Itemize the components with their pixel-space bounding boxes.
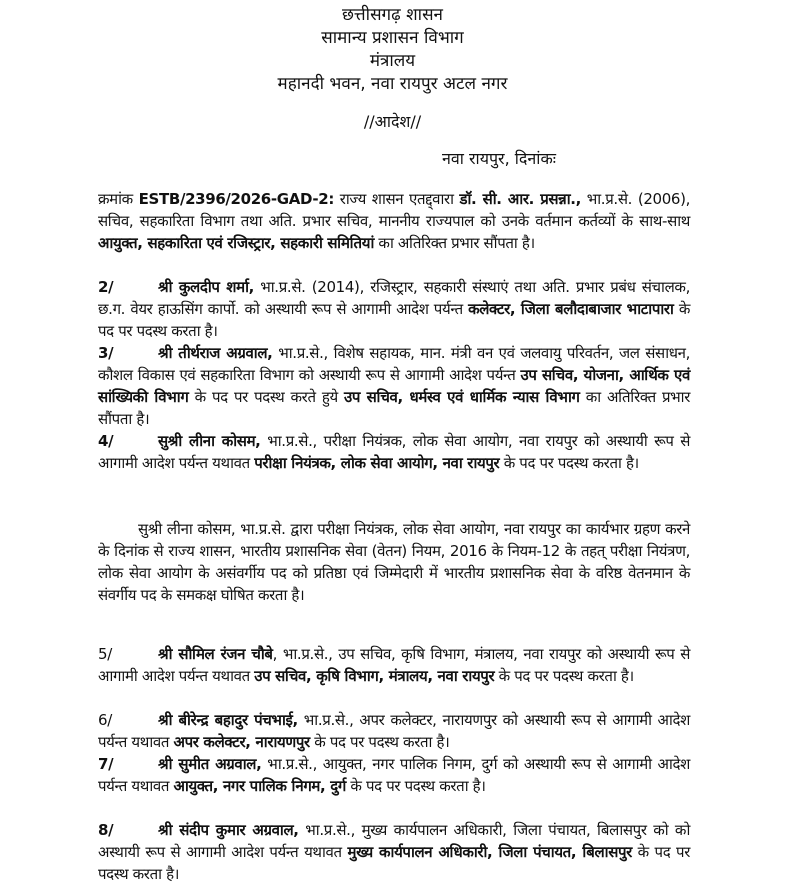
paragraph-text: के पद पर पदस्थ करता है। [98, 843, 690, 883]
paragraph-text: राज्य शासन एतद्द्वारा [333, 190, 460, 208]
order-title: //आदेश// [363, 112, 422, 131]
header-department: सामान्य प्रशासन विभाग [321, 28, 464, 48]
officer-name: श्री तीर्थराज अग्रवाल, [158, 344, 273, 362]
paragraph-number: 4/ [98, 432, 114, 450]
posting: आयुक्त, नगर पालिक निगम, दुर्ग [173, 777, 346, 795]
paragraph-text: भा.प्र.से., विशेष सहायक, मान. मंत्री वन एवं जलवायु परिवर्तन, जल संसाधन, कौशल विकास एवं सहकारिता विभाग को अस्थायी रूप से आगामी आदेश पर्यन्त [98, 344, 690, 384]
paragraph-7 [98, 753, 690, 797]
paragraph-text: के पद पर पदस्थ करता है। [309, 733, 450, 751]
paragraph-number: 7/ [98, 755, 114, 773]
officer-name: श्री बीरेन्द्र बहादुर पंचभाई, [158, 711, 298, 729]
paragraph-text: भा.प्र.से., मुख्य कार्यपालन अधिकारी, जिला पंचायत, बिलासपुर को को अस्थायी रूप से आगामी आदेश पर्यन्त यथावत [98, 821, 690, 861]
paragraph-number: 8/ [98, 821, 114, 839]
paragraph-text: के पद पर पदस्थ करता है। [499, 454, 639, 472]
officer-name: श्री सौमिल रंजन चौबे [158, 645, 273, 663]
paragraph-5 [98, 643, 690, 687]
paragraph-declaration [98, 518, 690, 606]
paragraph-text: के पद पर पदस्थ करते हुये [188, 388, 344, 406]
order-number: ESTB/2396/2026-GAD-2: [138, 190, 334, 208]
paragraph-number: 2/ [98, 278, 114, 296]
paragraph-number: 6/ [98, 711, 112, 729]
paragraph-text: भा.प्र.से., परीक्षा नियंत्रक, लोक सेवा आयोग, नवा रायपुर को अस्थायी रूप से आगामी आदेश पर्यन्त यथावत [98, 432, 691, 472]
officer-name: श्री सुमीत अग्रवाल, [158, 755, 262, 773]
posting: अपर कलेक्टर, नारायणपुर [173, 733, 310, 751]
paragraph-1 [98, 188, 690, 254]
header-government: छत्तीसगढ़ शासन [342, 5, 443, 25]
paragraph-text: भा.प्र.से. (2006), सचिव, सहकारिता विभाग तथा अति. प्रभार सचिव, माननीय राज्यपाल को उनके वर्तमान कर्तव्यों के साथ-साथ [98, 190, 691, 230]
header-address: महानदी भवन, नवा रायपुर अटल नगर [277, 74, 508, 94]
paragraph-text: सुश्री लीना कोसम, भा.प्र.से. द्वारा परीक्षा नियंत्रक, लोक सेवा आयोग, नवा रायपुर का कार्यभार ग्रहण करने के दिनांक से राज्य शासन, भारतीय प्रशासनिक सेवा (वेतन) नियम, 2016 के नियम-12 के तहत् परीक्षा नियंत्रण, लोक सेवा आयोग के असंवर्गीय पद को प्रतिष्ठा एवं जिम्मेदारी में भारतीय प्रशासनिक सेवा के वरिष्ठ वेतनमान के संवर्गीय पद के समकक्ष घोषित करता है। [98, 520, 690, 604]
paragraph-4 [98, 430, 690, 474]
paragraph-2 [98, 276, 690, 342]
additional-charge: उप सचिव, धर्मस्व एवं धार्मिक न्यास विभाग [344, 388, 580, 406]
paragraph-number: 3/ [98, 344, 114, 362]
officer-name: डॉ. सी. आर. प्रसन्ना., [459, 190, 581, 208]
paragraph-text: के पद पर पदस्थ करता है। [494, 667, 634, 685]
paragraph-text: , भा.प्र.से., उप सचिव, कृषि विभाग, मंत्रालय, नवा रायपुर को अस्थायी रूप से आगामी आदेश पर्यन्त यथावत [98, 645, 691, 685]
paragraph-text: के पद पर पदस्थ करता है। [98, 300, 690, 340]
posting: परीक्षा नियंत्रक, लोक सेवा आयोग, नवा रायपुर [254, 454, 500, 472]
officer-name: श्री संदीप कुमार अग्रवाल, [158, 821, 299, 839]
paragraph-text: भा.प्र.से., आयुक्त, नगर पालिक निगम, दुर्ग को अस्थायी रूप से आगामी आदेश पर्यन्त यथावत [98, 755, 690, 795]
paragraph-text: भा.प्र.से., अपर कलेक्टर, नारायणपुर को अस्थायी रूप से आगामी आदेश पर्यन्त यथावत [98, 711, 690, 751]
posting: मुख्य कार्यपालन अधिकारी, जिला पंचायत, बिलासपुर [347, 843, 632, 861]
officer-name: श्री कुलदीप शर्मा, [158, 278, 254, 296]
paragraph-text: भा.प्र.से. (2014), रजिस्ट्रार, सहकारी संस्थाएं तथा अति. प्रभार प्रबंध संचालक, छ.ग. वेयर हाऊसिंग कार्पो. को अस्थायी रूप से आगामी आदेश पर्यन्त [98, 278, 690, 318]
paragraph-3 [98, 342, 690, 430]
place-date: नवा रायपुर, दिनांकः [442, 149, 556, 168]
paragraph-8 [98, 819, 690, 885]
posting: उप सचिव, कृषि विभाग, मंत्रालय, नवा रायपुर [254, 667, 495, 685]
paragraph-text: का अतिरिक्त प्रभार सौंपता है। [374, 234, 535, 252]
paragraph-text: के पद पर पदस्थ करता है। [345, 777, 486, 795]
posting: आयुक्त, सहकारिता एवं रजिस्ट्रार, सहकारी समितियां [98, 234, 374, 252]
posting: कलेक्टर, जिला बलौदाबाजार भाटापारा [468, 300, 674, 318]
paragraph-number: 5/ [98, 645, 112, 663]
officer-name: सुश्री लीना कोसम, [158, 432, 261, 450]
paragraph-6 [98, 709, 690, 753]
order-prefix: क्रमांक [98, 190, 139, 208]
header-secretariat: मंत्रालय [369, 51, 416, 71]
posting: उप सचिव, योजना, आर्थिक एवं सांख्यिकी विभाग [98, 366, 690, 406]
paragraph-text: का अतिरिक्त प्रभार सौंपता है। [98, 388, 691, 428]
